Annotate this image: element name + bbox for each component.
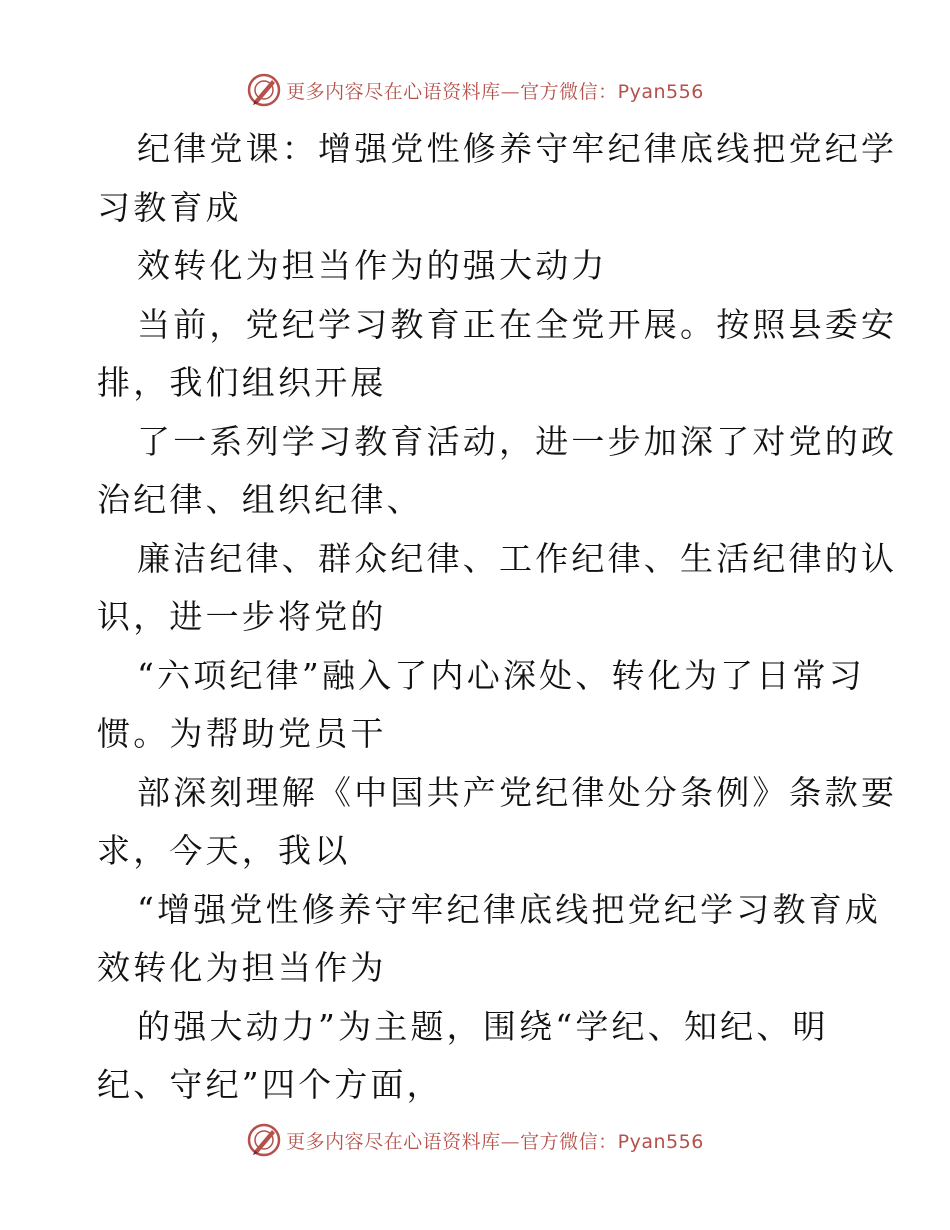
paragraph-8-line-1: “增强党性修养守牢纪律底线把党纪学习教育成 [137,889,882,929]
pen-logo-icon [246,1122,282,1158]
header-site-name: 更多内容尽在心语资料库 [286,80,501,103]
paragraph-6-line-1: “六项纪律”融入了内心深处、转化为了日常习 [137,655,865,695]
paragraph-7 [97,764,898,881]
paragraph-1-line-2: 习教育成 [97,187,242,227]
paragraph-4-line-2: 治纪律、组织纪律、 [97,480,423,519]
footer-separator: — [500,1130,521,1153]
page-footer-banner [0,1118,950,1162]
paragraph-7-line-1: 部深刻理解《中国共产党纪律处分条例》条款要 [137,772,898,812]
paragraph-4-line-1: 了一系列学习教育活动，进一步加深了对党的政 [137,421,898,461]
paragraph-5-line-2: 识，进一步将党的 [97,597,387,636]
footer-wechat: 官方微信：Pyan556 [520,1130,704,1153]
paragraph-2 [97,237,857,296]
paragraph-7-line-2: 求，今天，我以 [97,831,351,870]
paragraph-6 [97,647,865,764]
header-banner-text [286,77,704,104]
footer-site-name: 更多内容尽在心语资料库 [286,1130,501,1153]
paragraph-1 [97,120,898,237]
page-header-banner [0,68,950,112]
paragraph-2-line-1: 效转化为担当作为的强大动力 [137,246,608,285]
paragraph-9-line-2: 纪、守纪”四个方面， [97,1065,443,1104]
document-body [97,120,898,1115]
header-separator: — [500,80,521,103]
paragraph-9 [97,998,857,1115]
paragraph-3 [97,296,898,413]
paragraph-5 [97,530,898,647]
paragraph-3-line-1: 当前，党纪学习教育正在全党开展。按照县委安 [137,304,898,344]
footer-banner-text [286,1127,704,1154]
paragraph-5-line-1: 廉洁纪律、群众纪律、工作纪律、生活纪律的认 [137,538,898,578]
paragraph-1-line-1: 纪律党课：增强党性修养守牢纪律底线把党纪学 [137,129,898,168]
paragraph-4 [97,413,898,530]
pen-logo-icon [246,72,282,108]
paragraph-3-line-2: 排，我们组织开展 [97,363,387,402]
header-wechat: 官方微信：Pyan556 [520,80,704,103]
paragraph-9-line-1: 的强大动力”为主题，围绕“学纪、知纪、明 [137,1006,829,1046]
paragraph-6-line-2: 惯。为帮助党员干 [97,714,387,753]
paragraph-8 [97,881,882,998]
paragraph-8-line-2: 效转化为担当作为 [97,948,387,987]
